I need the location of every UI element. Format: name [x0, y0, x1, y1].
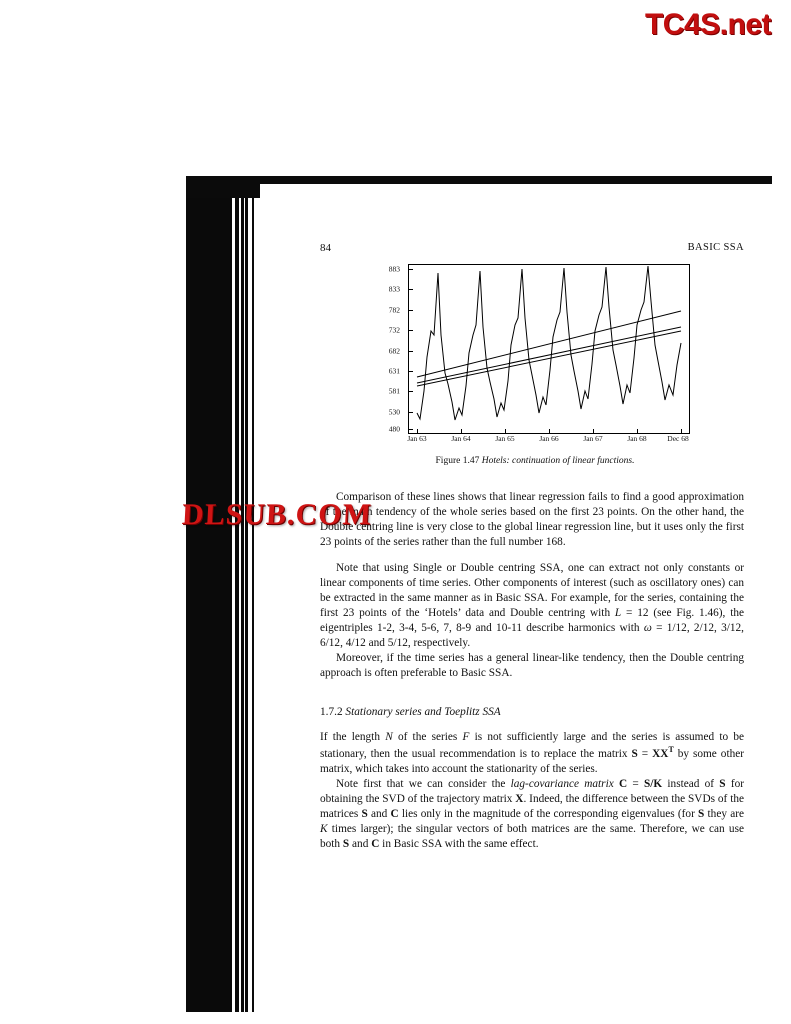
page-edge-line: [239, 176, 241, 1012]
paragraph-5-part-h: times larger); the singular vectors of both matrices are the same. Therefore, we can use both: [320, 823, 744, 851]
y-axis-label: 883: [388, 264, 400, 274]
math-N: N: [385, 731, 393, 744]
section-heading-1-7-2: [320, 705, 744, 720]
chart-plot-area: [408, 264, 690, 434]
math-S: S: [631, 747, 638, 760]
paragraph-5-part-i: and: [349, 838, 372, 851]
running-head: [320, 242, 744, 254]
paragraph-2-part-a: Note that using Single or Double centring SSA, one can extract not only constants or linear components of time series. Other components of interest (such as oscillatory ones) can be extracted in the same manner as in Basic SSA. For example, for the series, containing the first 23 points of the ‘Hotels’ data and Double centring with: [320, 562, 744, 620]
x-tick-mark: [417, 429, 418, 433]
math-K: K: [320, 823, 328, 836]
paragraph-5-part-a: Note first that we can consider the: [336, 778, 511, 791]
math-C: C: [371, 838, 380, 851]
paragraph-3: Moreover, if the time series has a general linear-like tendency, then the Double centring approach is often preferable to Basic SSA.: [320, 652, 744, 680]
figure-caption: [370, 456, 700, 466]
body-text-column: [320, 490, 744, 852]
page-edge-line: [254, 176, 260, 1012]
paragraph-4-part-b: of the series: [392, 731, 463, 744]
paragraph-5-part-f: lies only in the magnitude of the corresponding eigenvalues (for: [398, 808, 699, 821]
scan-top-white-strip: [260, 184, 772, 198]
x-axis-label: Jan 63: [407, 434, 427, 443]
y-axis-label: 581: [388, 386, 400, 396]
figure-1-47: [370, 260, 700, 466]
x-tick-mark: [593, 429, 594, 433]
x-axis-label: Dec 68: [667, 434, 689, 443]
x-tick-mark: [637, 429, 638, 433]
paragraph-5: [320, 777, 744, 852]
x-axis-label: Jan 68: [627, 434, 647, 443]
paragraph-4-part-a: If the length: [320, 731, 386, 744]
math-S-over-K: S/K: [643, 778, 663, 791]
paragraph-4-equals: =: [637, 747, 653, 760]
book-gutter-shadow: [186, 176, 260, 1012]
math-X: X: [515, 793, 524, 806]
paragraph-4-part-c: is not sufficiently large and the series is assumed to be stationary, then the usual recommendation is to replace the matrix: [320, 731, 744, 760]
x-axis-label: Jan 65: [495, 434, 515, 443]
math-S: S: [361, 808, 368, 821]
paragraph-2-part-c: = 1/12, 2/12, 3/12, 6/12, 4/12 and 5/12, respectively.: [320, 622, 744, 650]
paragraph-5-part-c: for obtaining the SVD of the trajectory matrix: [320, 778, 744, 806]
math-transpose: T: [668, 745, 674, 755]
x-axis-label: Jan 67: [583, 434, 603, 443]
y-axis-label: 732: [388, 325, 400, 335]
x-tick-mark: [681, 429, 682, 433]
y-axis-label: 480: [388, 424, 400, 434]
y-tick-mark: [409, 269, 413, 270]
figure-caption-text: Hotels: continuation of linear functions.: [481, 456, 635, 466]
running-head-title: BASIC SSA: [687, 242, 744, 253]
y-tick-mark: [409, 391, 413, 392]
paragraph-5-part-e: and: [367, 808, 391, 821]
paragraph-5-part-b: instead of: [662, 778, 720, 791]
x-tick-mark: [505, 429, 506, 433]
x-axis-label: Jan 66: [539, 434, 559, 443]
paragraph-5-part-d: . Indeed, the difference between the SVDs of the matrices: [320, 793, 744, 821]
page-number: 84: [320, 242, 331, 254]
paragraph-4-part-d: by some other matrix, which takes into account the stationarity of the series.: [320, 747, 745, 775]
math-C: C: [618, 778, 628, 791]
math-S: S: [719, 778, 726, 791]
paragraph-2: [320, 561, 744, 651]
math-F: F: [462, 731, 470, 744]
paragraph-5-equals: =: [627, 778, 644, 791]
y-axis-label: 833: [388, 284, 400, 294]
paragraph-5-part-g: they are: [704, 808, 744, 821]
paragraph-4: [320, 730, 744, 777]
math-omega: ω: [643, 622, 652, 635]
y-axis-label: 631: [388, 366, 400, 376]
x-tick-mark: [549, 429, 550, 433]
y-tick-mark: [409, 330, 413, 331]
y-tick-mark: [409, 310, 413, 311]
paragraph-2-part-b: = 12 (see Fig. 1.46), the eigentriples 1-2, 3-4, 5-6, 7, 8-9 and 10-11 describe harmonics with: [320, 607, 744, 635]
y-axis-label: 682: [388, 346, 400, 356]
math-S: S: [342, 838, 350, 851]
y-axis-label: 530: [388, 407, 400, 417]
page-edge-line: [232, 176, 235, 1012]
y-tick-mark: [409, 289, 413, 290]
math-XXT: XX: [652, 747, 669, 760]
page-edge-line: [248, 176, 252, 1012]
watermark-top-right: TC4S.net: [644, 8, 771, 41]
y-tick-mark: [409, 429, 413, 430]
math-S: S: [698, 808, 705, 821]
section-title: Stationary series and Toeplitz SSA: [345, 706, 501, 719]
figure-caption-number: Figure 1.47: [435, 456, 480, 466]
x-tick-mark: [461, 429, 462, 433]
y-axis-label: 782: [388, 305, 400, 315]
section-number: 1.7.2: [320, 706, 343, 719]
math-C: C: [390, 808, 399, 821]
math-L: L: [614, 607, 622, 620]
document-page: [260, 198, 772, 1012]
y-tick-mark: [409, 351, 413, 352]
y-tick-mark: [409, 371, 413, 372]
page-edge-line: [244, 176, 245, 1012]
y-tick-mark: [409, 412, 413, 413]
watermark-center: DLSUB.COM: [181, 498, 373, 531]
paragraph-1: Comparison of these lines shows that linear regression fails to find a good approximation of the main tendency of the whole series based on the first 23 points. On the other hand, the Double centring line is very close to the global linear regression line, but it uses only the first 23 points of the series rather than the full number 168.: [320, 491, 744, 549]
chart-svg: [409, 265, 689, 433]
term-lag-covariance-matrix: lag-covariance matrix: [510, 778, 614, 791]
paragraph-5-part-j: in Basic SSA with the same effect.: [379, 838, 539, 851]
x-axis-label: Jan 64: [451, 434, 471, 443]
